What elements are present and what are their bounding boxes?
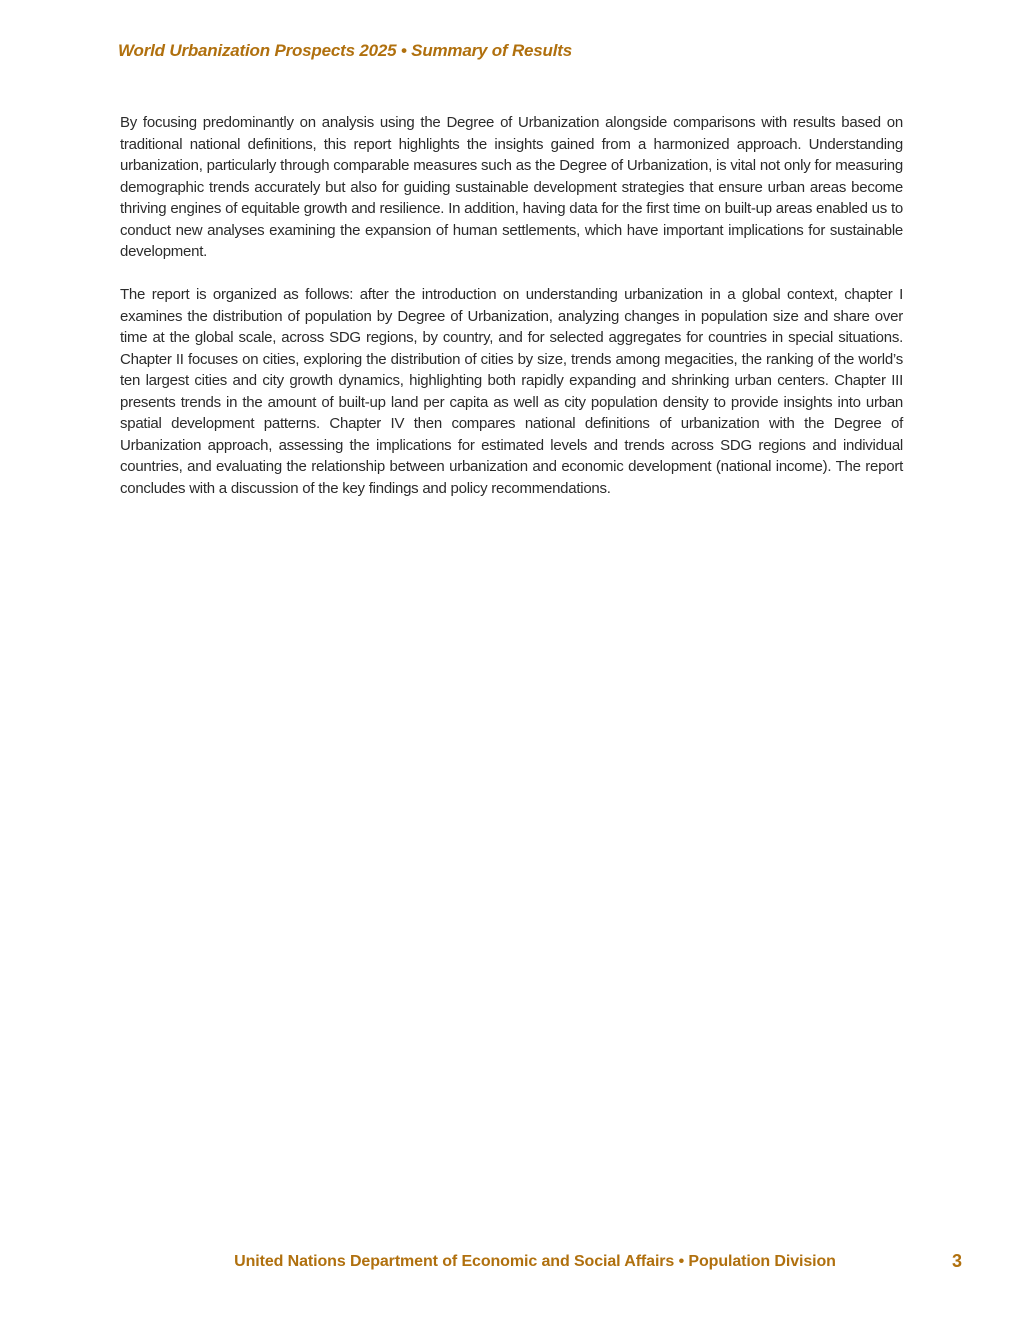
body-text-column xyxy=(120,112,903,521)
body-paragraph: By focusing predominantly on analysis using the Degree of Urbanization alongside comparisons with results based on traditional national definitions, this report highlights the insights gained from a harmonized approach. Understanding urbanization, particularly through comparable measures such as the Degree of Urbanization, is vital not only for measuring demographic trends accurately but also for guiding sustainable development strategies that ensure urban areas become thriving engines of equitable growth and resilience. In addition, having data for the first time on built-up areas enabled us to conduct new analyses examining the expansion of human settlements, which have important implications for sustainable development. xyxy=(120,114,903,260)
page-number: 3 xyxy=(951,1251,962,1271)
running-header-title: World Urbanization Prospects 2025 • Summary of Results xyxy=(118,41,572,60)
running-footer-text: United Nations Department of Economic and Social Affairs • Population Division xyxy=(234,1253,836,1270)
body-paragraph: The report is organized as follows: after the introduction on understanding urbanization in a global context, chapter I examines the distribution of population by Degree of Urbanization, analyzing changes in population size and share over time at the global scale, across SDG regions, by country, and for selected aggregates for countries in special situations. Chapter II focuses on cities, exploring the distribution of cities by size, trends among megacities, the ranking of the world’s ten largest cities and city growth dynamics, highlighting both rapidly expanding and shrinking urban centers. Chapter III presents trends in the amount of built-up land per capita as well as city population density to provide insights into urban spatial development patterns. Chapter IV then compares national definitions of urbanization with the Degree of Urbanization approach, assessing the implications for estimated levels and trends across SDG regions and individual countries, and evaluating the relationship between urbanization and economic development (national income). The report concludes with a discussion of the key findings and policy recommendations. xyxy=(120,286,903,497)
